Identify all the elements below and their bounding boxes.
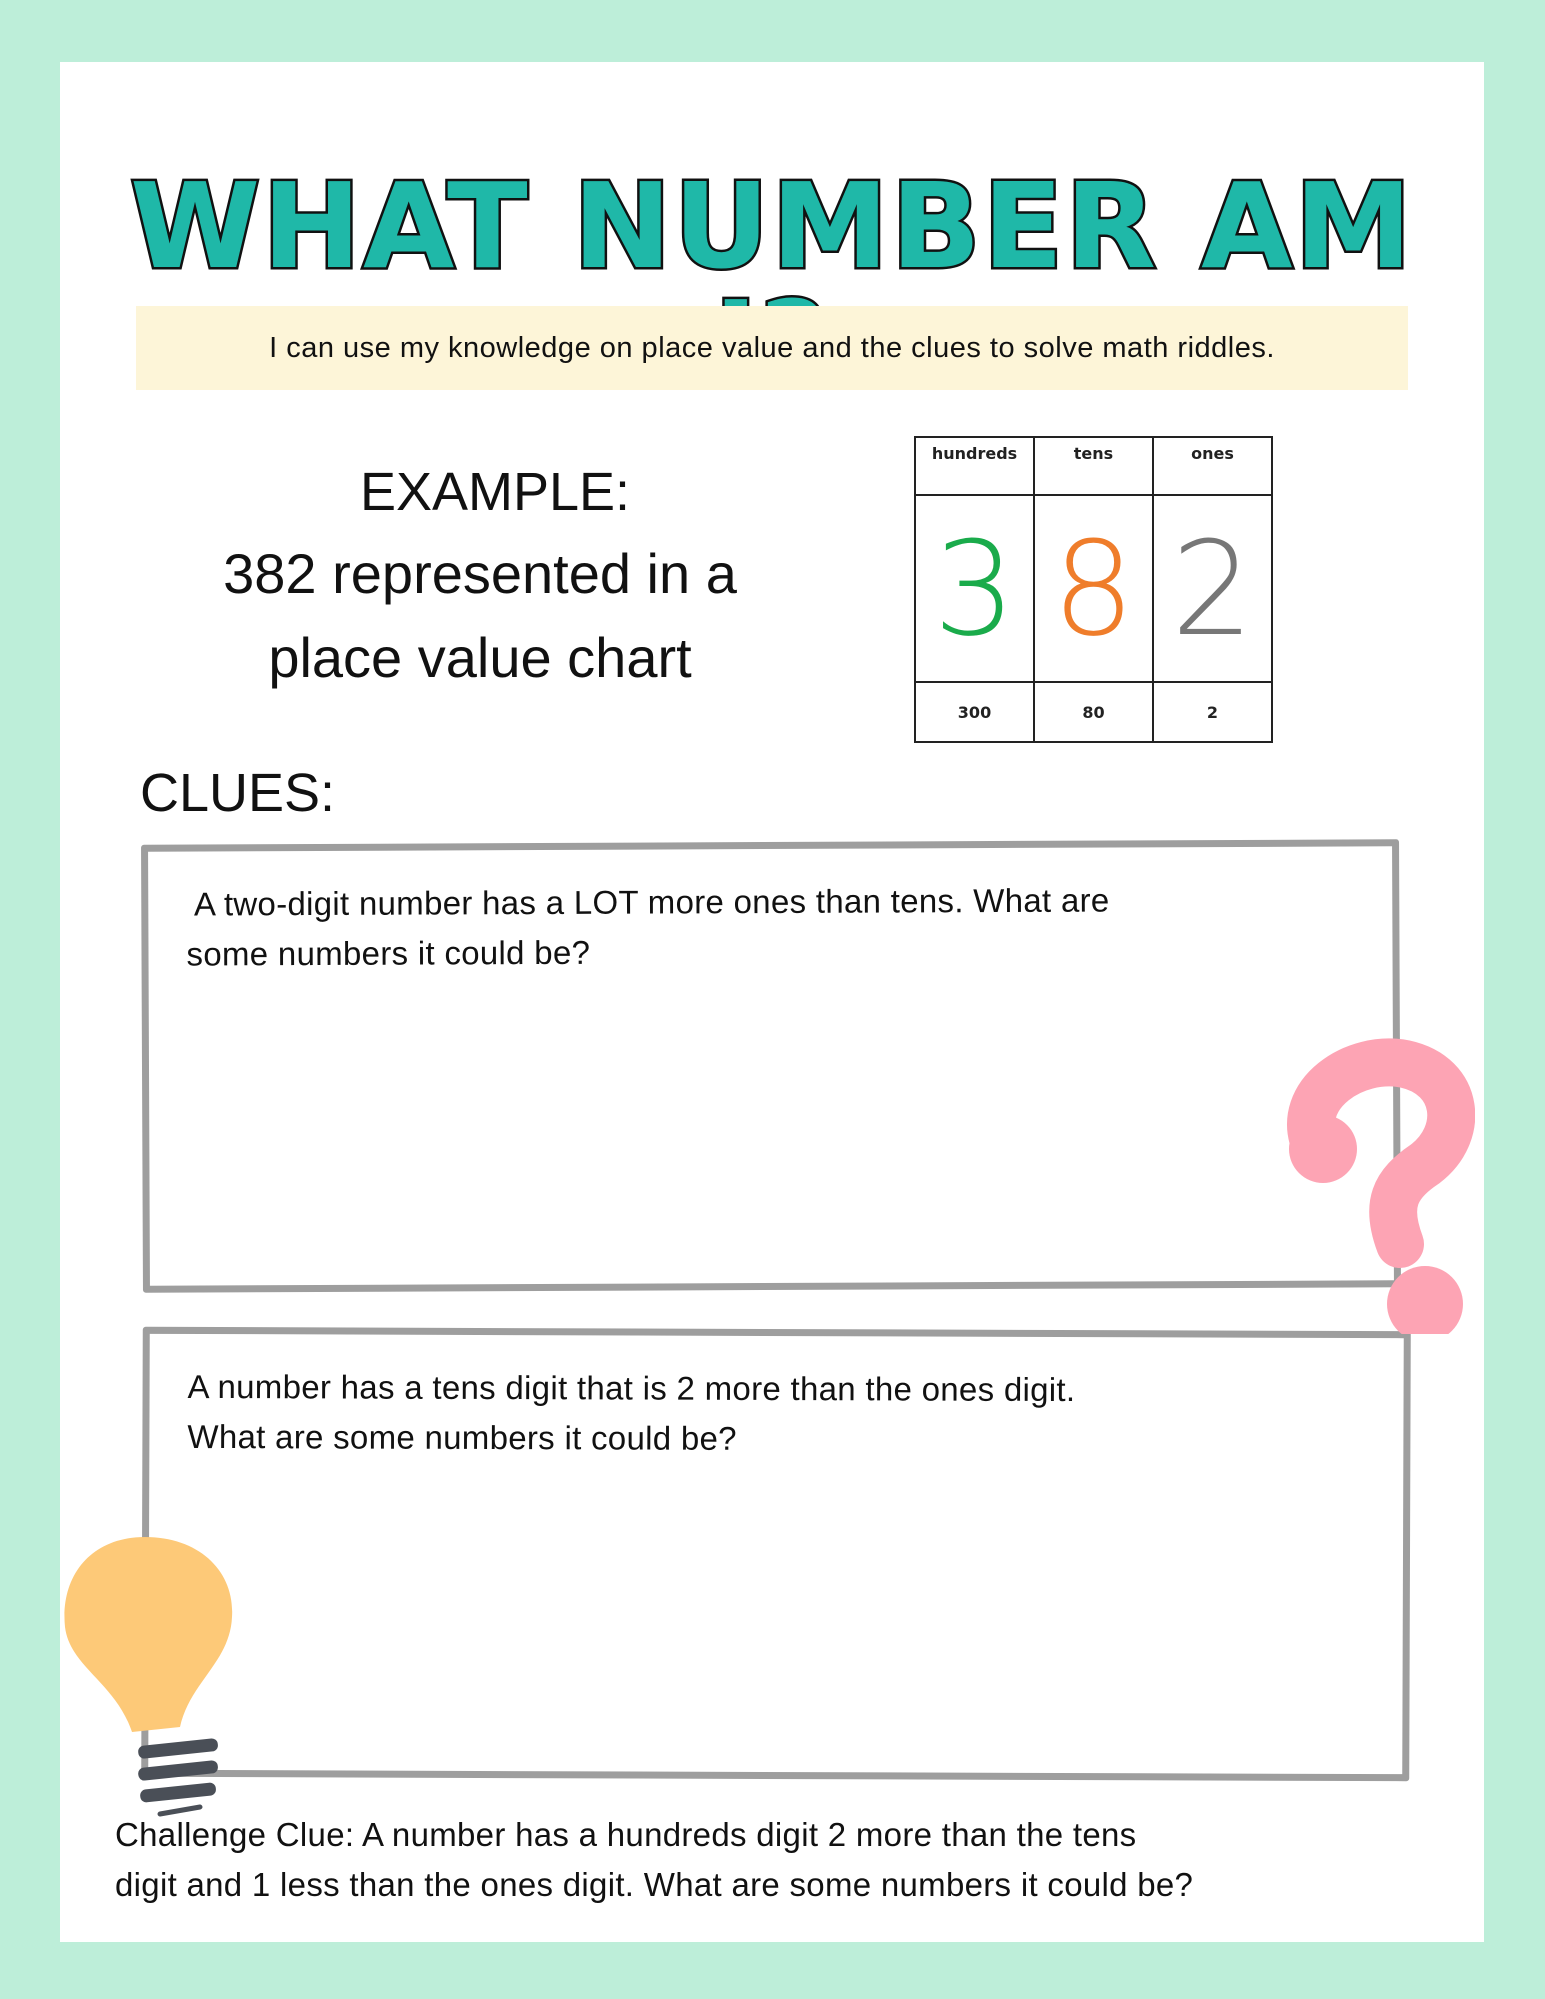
question-mark-icon — [1275, 1034, 1475, 1334]
clues-heading: CLUES: — [140, 763, 336, 823]
place-value-digit-row — [915, 495, 1272, 682]
digit-tens: 8 — [1034, 495, 1153, 682]
digit-ones: 2 — [1153, 495, 1272, 682]
learning-objective — [136, 306, 1408, 390]
clue-text-1 — [186, 874, 1352, 979]
worksheet-page — [60, 62, 1484, 1942]
lightbulb-icon — [60, 1532, 235, 1832]
place-value-chart — [914, 436, 1273, 743]
header-ones: ones — [1153, 437, 1272, 495]
clue-answer-box-2[interactable] — [141, 1327, 1411, 1781]
value-hundreds: 300 — [915, 682, 1034, 742]
lightbulb-base-2 — [138, 1760, 219, 1781]
challenge-clue — [115, 1810, 1475, 1910]
lightbulb-base-3 — [140, 1782, 217, 1803]
question-mark-hook — [1289, 1115, 1357, 1183]
example-line-2: place value chart — [268, 626, 692, 689]
header-hundreds: hundreds — [915, 437, 1034, 495]
example-description — [130, 532, 830, 700]
challenge-line-1: Challenge Clue: A number has a hundreds digit 2 more than the tens — [115, 1816, 1137, 1853]
clue-1-line-1: A two-digit number has a LOT more ones than tens. What are — [186, 881, 1110, 923]
value-tens: 80 — [1034, 682, 1153, 742]
page-title: WHAT NUMBER AM — [130, 157, 1414, 295]
clue-2-line-2: What are some numbers it could be? — [187, 1417, 737, 1457]
lightbulb-tip — [160, 1807, 200, 1814]
clue-answer-box-1[interactable] — [141, 839, 1401, 1292]
example-heading: EXAMPLE: — [359, 462, 631, 522]
value-ones: 2 — [1153, 682, 1272, 742]
place-value-header-row — [915, 437, 1272, 495]
header-tens: tens — [1034, 437, 1153, 495]
lightbulb-base-1 — [138, 1738, 219, 1759]
digit-hundreds: 3 — [915, 495, 1034, 682]
clue-1-line-2: some numbers it could be? — [186, 933, 591, 973]
example-line-1: 382 represented in a — [223, 542, 737, 605]
question-mark-dot — [1387, 1266, 1463, 1334]
clue-2-line-1: A number has a tens digit that is 2 more than the ones digit. — [187, 1367, 1076, 1409]
challenge-line-2: digit and 1 less than the ones digit. What are some numbers it could be? — [115, 1866, 1194, 1903]
clue-text-2 — [187, 1362, 1363, 1466]
place-value-value-row — [915, 682, 1272, 742]
objective-text: I can use my knowledge on place value and the clues to solve math riddles. — [269, 331, 1275, 364]
lightbulb-glass — [64, 1537, 232, 1732]
